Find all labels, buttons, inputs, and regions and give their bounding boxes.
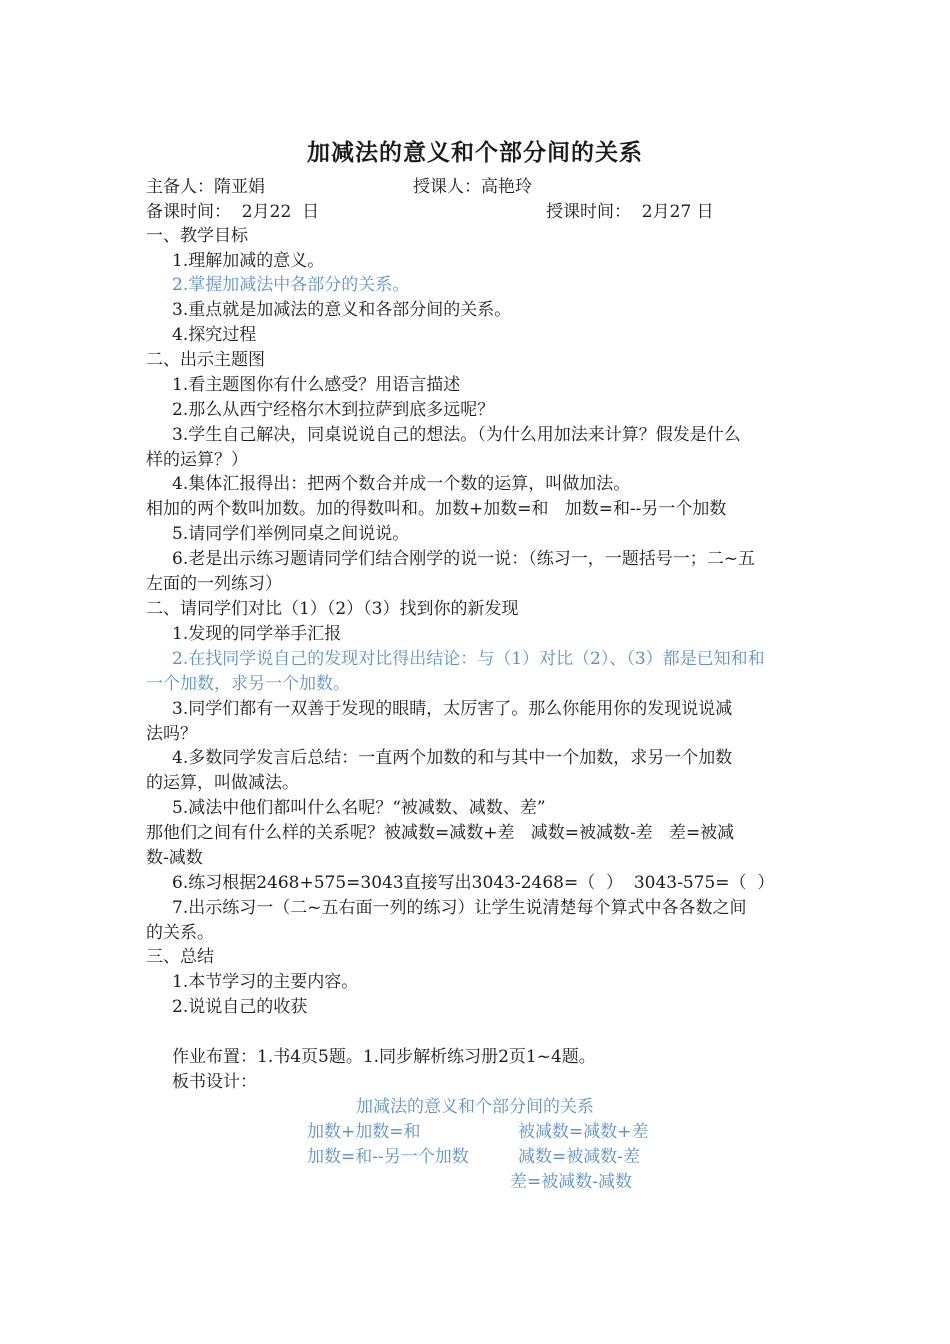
list-item: 6.练习根据2468+575=3043直接写出3043-2468=（ ） 3043-575=（ ） [172,873,775,893]
section-heading-compare: 二、请同学们对比（1）（2）（3）找到你的新发现 [146,599,519,619]
list-item: 2.掌握加减法中各部分的关系。 [172,275,410,295]
list-item: 1.理解加减的意义。 [172,251,325,271]
list-item-continuation: 那他们之间有什么样的关系呢？被减数=减数+差 减数=被减数-差 差=被减 [146,823,735,843]
list-item-continuation: 法吗？ [146,724,197,744]
list-item: 3.同学们都有一双善于发现的眼睛，太厉害了。那么你能用你的发现说说减 [172,699,733,719]
board-formula-left-2: 加数=和--另一个加数 [307,1147,469,1167]
list-item: 7.出示练习一（二~五右面一列的练习）让学生说清楚每个算式中各各数之间 [172,898,747,918]
list-item-continuation: 的运算，叫做减法。 [146,773,299,793]
list-item: 5.减法中他们都叫什么名呢？“被减数、减数、差” [172,798,546,818]
board-formula-right-2: 减数=被减数-差 [518,1147,640,1167]
section-heading-theme: 二、出示主题图 [146,350,265,370]
document-title: 加减法的意义和个部分间的关系 [307,139,643,166]
list-item-continuation: 的关系。 [146,923,214,943]
list-item: 2.在找同学说自己的发现对比得出结论：与（1）对比（2）、（3）都是已知和和 [172,649,765,669]
list-item: 6.老是出示练习题请同学们结合刚学的说一说：（练习一，一题括号一；二~五 [172,549,755,569]
preparer-label: 主备人：隋亚娟 [146,177,265,197]
board-title: 加减法的意义和个部分间的关系 [356,1097,594,1117]
board-formula-right-3: 差=被减数-减数 [510,1172,632,1192]
list-item: 4.多数同学发言后总结：一直两个加数的和与其中一个加数，求另一个加数 [172,748,733,768]
prep-time: 备课时间： 2月22 日 [146,202,320,222]
list-item-continuation: 相加的两个数叫加数。加的得数叫和。加数+加数=和 加数=和--另一个加数 [146,499,727,519]
board-formula-right-1: 被减数=减数+差 [518,1122,649,1142]
list-item: 1.看主题图你有什么感受？用语言描述 [172,375,461,395]
list-item: 3.重点就是加减法的意义和各部分间的关系。 [172,300,512,320]
list-item: 2.那么从西宁经格尔木到拉萨到底多远呢？ [172,400,495,420]
board-design-label: 板书设计： [172,1072,257,1092]
list-item-continuation: 样的运算？） [146,450,248,470]
list-item-continuation: 数-减数 [146,848,203,868]
list-item: 5.请同学们举例同桌之间说说。 [172,524,410,544]
list-item-continuation: 左面的一列练习） [146,574,282,594]
list-item: 4.集体汇报得出：把两个数合并成一个数的运算，叫做加法。 [172,474,631,494]
section-heading-summary: 三、总结 [146,947,214,967]
list-item: 1.发现的同学举手汇报 [172,624,342,644]
list-item: 4.探究过程 [172,325,257,345]
homework-text: 作业布置：1.书4页5题。1.同步解析练习册2页1~4题。 [172,1047,596,1067]
board-formula-left-1: 加数+加数=和 [307,1122,421,1142]
teach-time: 授课时间： 2月27 日 [546,202,714,222]
list-item-continuation: 一个加数，求另一个加数。 [146,674,350,694]
section-heading-goals: 一、教学目标 [146,226,248,246]
list-item: 1.本节学习的主要内容。 [172,972,359,992]
list-item: 3.学生自己解决，同桌说说自己的想法。（为什么用加法来计算？假发是什么 [172,425,741,445]
teacher-label: 授课人：高艳玲 [413,177,532,197]
list-item: 2.说说自己的收获 [172,997,308,1017]
